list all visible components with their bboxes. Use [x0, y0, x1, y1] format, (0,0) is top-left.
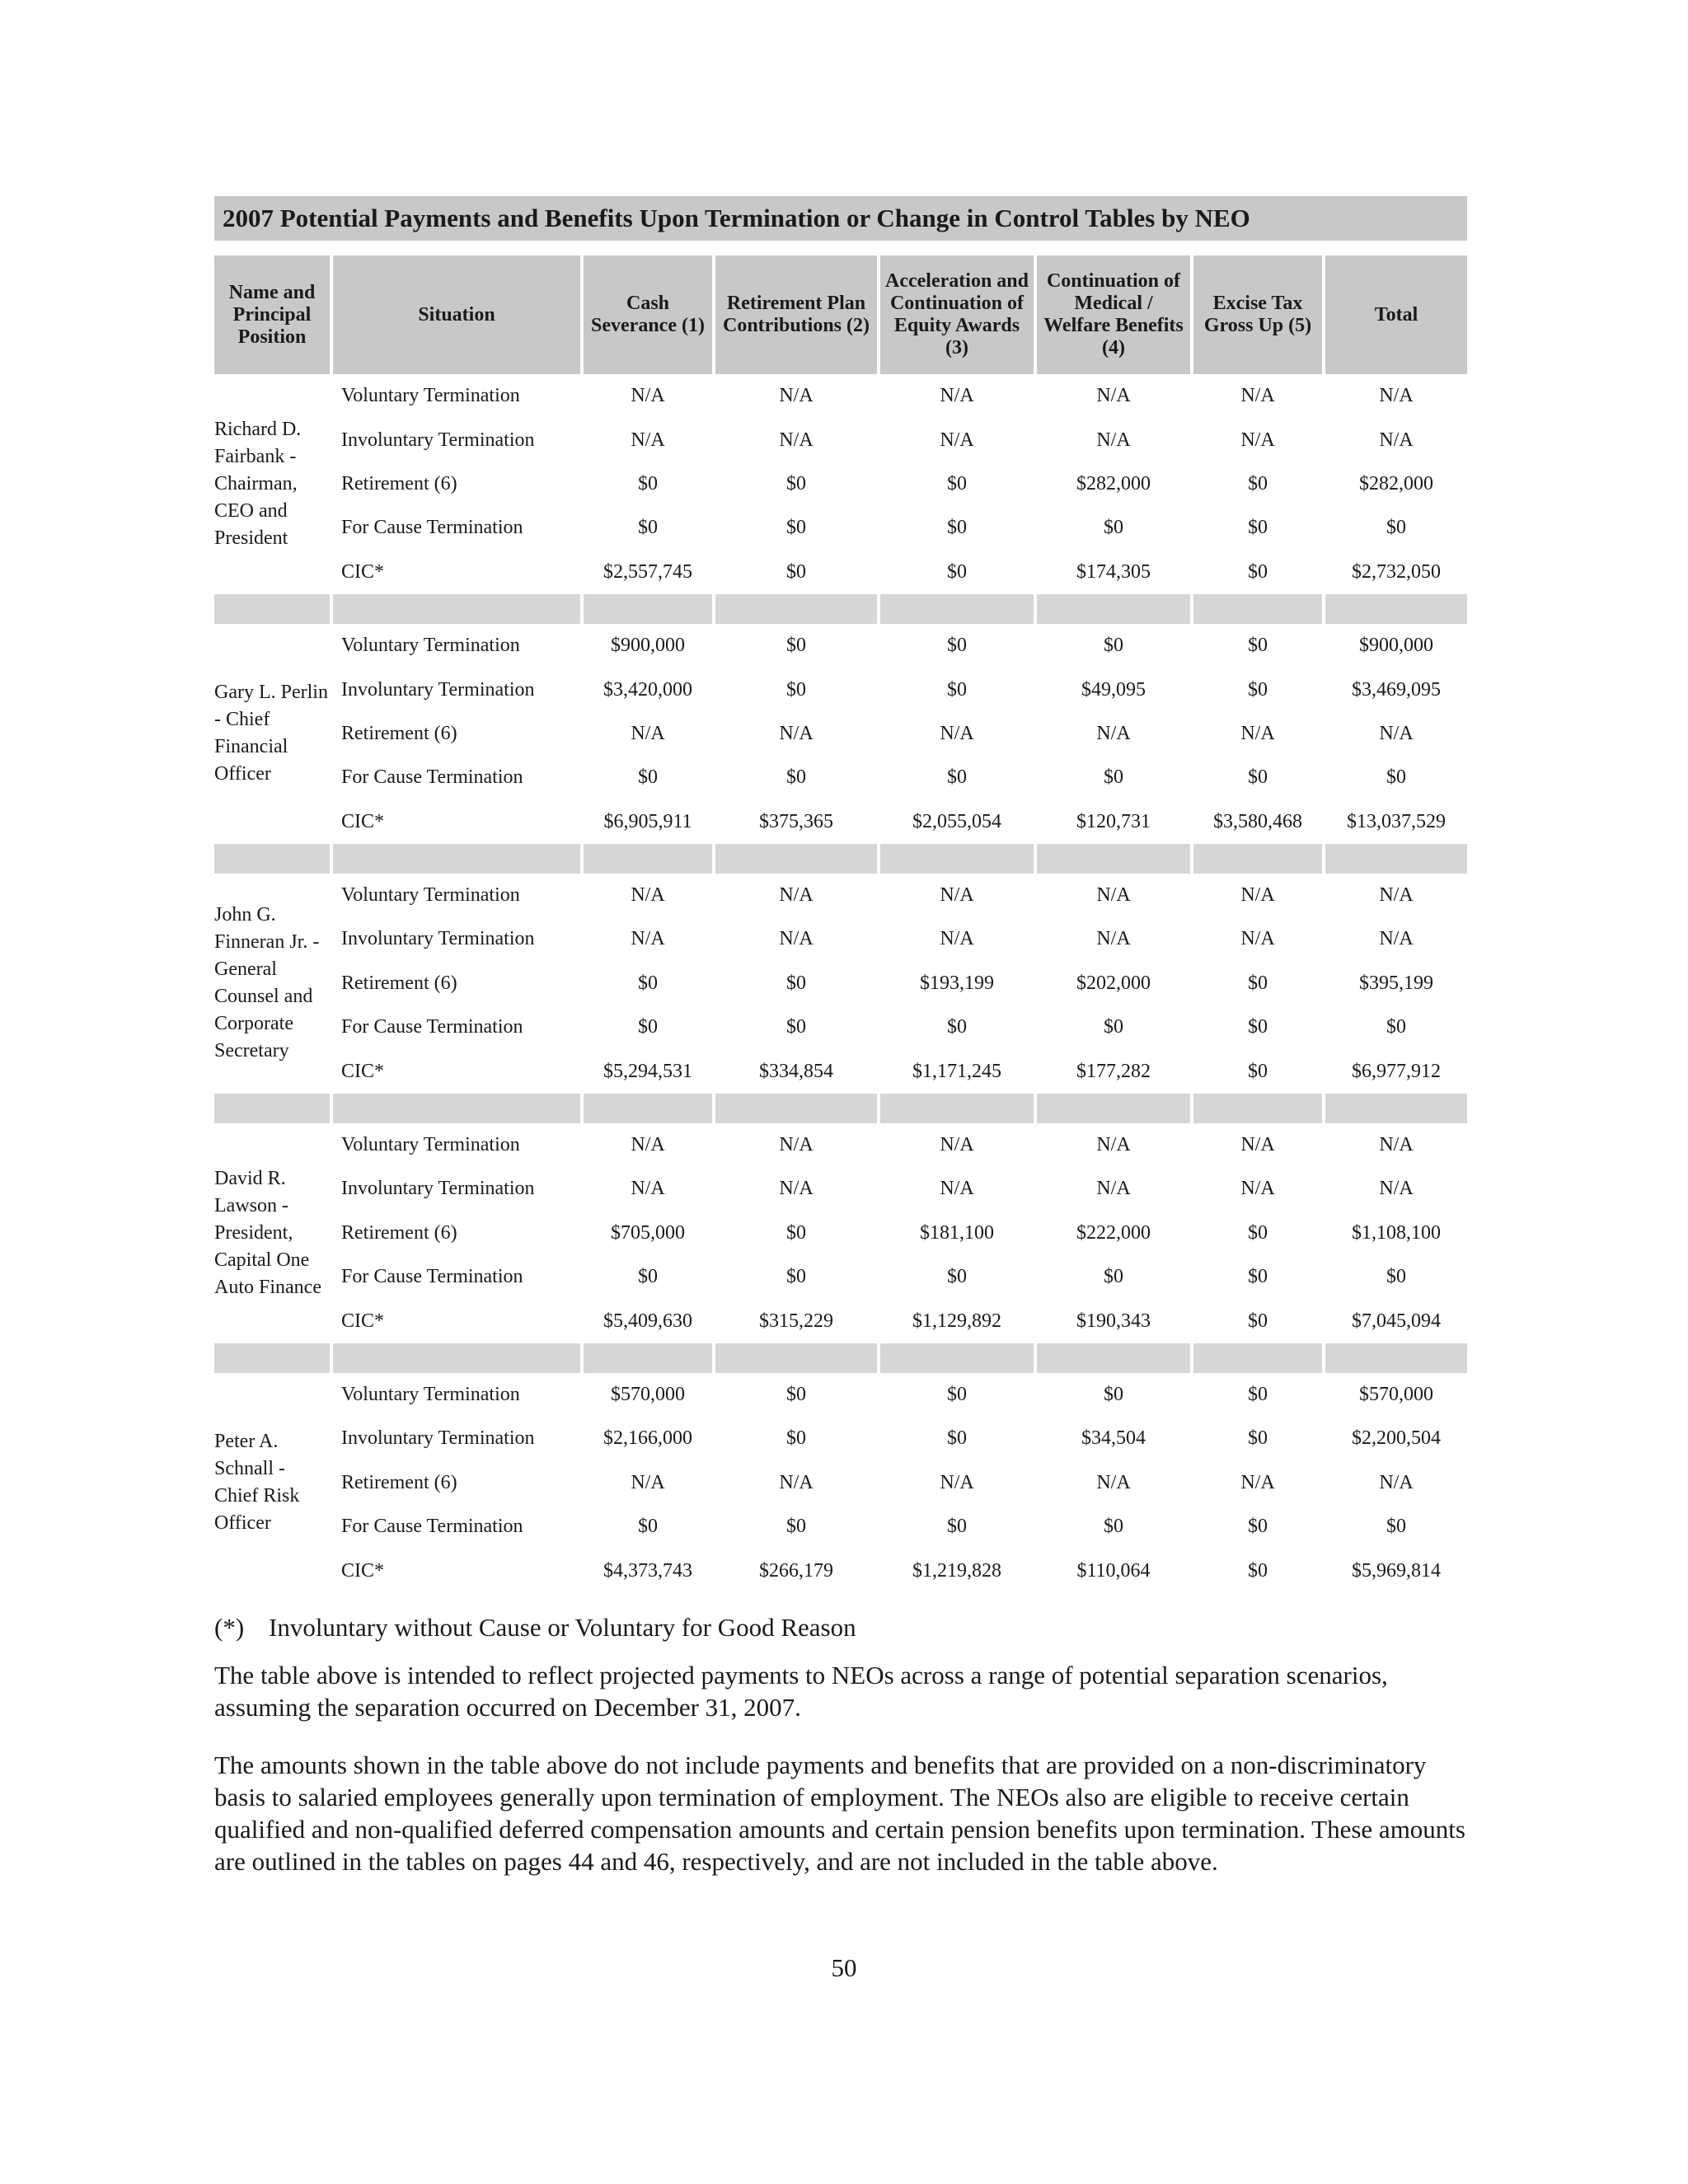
cell-equity-awards: $0	[947, 472, 967, 494]
table-row	[214, 1255, 1467, 1299]
cell-medical-welfare: $282,000	[1076, 472, 1151, 494]
page-number: 50	[831, 1953, 857, 1982]
cell-retirement-plan: N/A	[779, 385, 814, 407]
section-separator	[214, 1094, 1467, 1123]
cell-excise-tax: $0	[1248, 1559, 1268, 1582]
cell-medical-welfare: $174,305	[1076, 560, 1151, 583]
cell-situation: For Cause Termination	[341, 1516, 523, 1538]
cell-equity-awards: N/A	[940, 1178, 974, 1200]
cell-equity-awards: N/A	[940, 722, 974, 744]
cell-cash-severance: $4,373,743	[603, 1559, 692, 1582]
cell-retirement-plan: $266,179	[759, 1559, 833, 1582]
cell-excise-tax: $0	[1248, 1060, 1268, 1082]
cell-total: N/A	[1379, 385, 1414, 407]
cell-retirement-plan: $0	[786, 1016, 806, 1038]
cell-equity-awards: $193,199	[920, 972, 994, 994]
cell-situation: CIC*	[341, 1310, 385, 1332]
cell-cash-severance: $3,420,000	[603, 678, 692, 701]
table-row	[214, 624, 1467, 668]
cell-retirement-plan: $315,229	[759, 1310, 833, 1332]
cell-total: N/A	[1379, 1178, 1414, 1200]
cell-retirement-plan: N/A	[779, 1134, 814, 1156]
separator-cell	[1193, 1343, 1322, 1373]
separator-cell	[214, 1094, 330, 1123]
paragraph-1: The table above is intended to reflect projected payments to NEOs across a range of potential separation scenarios, assuming the separation occurred on December 31, 2007.	[214, 1660, 1388, 1722]
cell-retirement-plan: $0	[786, 1516, 806, 1538]
cell-situation: Involuntary Termination	[341, 429, 535, 451]
cell-equity-awards: $0	[947, 1516, 967, 1538]
table-row	[214, 551, 1467, 594]
table-row	[214, 800, 1467, 844]
cell-retirement-plan: N/A	[779, 928, 814, 950]
section-separator	[214, 1343, 1467, 1373]
table-row	[214, 874, 1467, 917]
cell-medical-welfare: $120,731	[1076, 810, 1151, 832]
cell-situation: Involuntary Termination	[341, 678, 535, 701]
footnote-mark: (*)	[214, 1612, 245, 1642]
cell-equity-awards: $181,100	[920, 1221, 994, 1244]
table-row	[214, 1299, 1467, 1343]
cell-equity-awards: $0	[947, 517, 967, 539]
cell-equity-awards: $0	[947, 678, 967, 701]
cell-cash-severance: $6,905,911	[603, 810, 692, 832]
cell-situation: For Cause Termination	[341, 517, 523, 539]
cell-medical-welfare: N/A	[1096, 429, 1131, 451]
cell-medical-welfare: N/A	[1096, 1471, 1131, 1493]
executive-name-position: Peter A. Schnall - Chief Risk Officer	[214, 1431, 300, 1535]
separator-cell	[880, 594, 1034, 624]
cell-equity-awards: N/A	[940, 1471, 974, 1493]
separator-cell	[584, 594, 712, 624]
cell-medical-welfare: $190,343	[1076, 1310, 1151, 1332]
cell-total: N/A	[1379, 928, 1414, 950]
table-row	[214, 1417, 1467, 1460]
table-row	[214, 1167, 1467, 1211]
header-name-position: Name and Principal Position	[214, 255, 330, 374]
cell-situation: Voluntary Termination	[341, 1134, 520, 1156]
cell-retirement-plan: $0	[786, 766, 806, 789]
separator-cell	[715, 1343, 877, 1373]
separator-cell	[584, 1094, 712, 1123]
cell-cash-severance: N/A	[631, 429, 665, 451]
cell-excise-tax: $0	[1248, 1427, 1268, 1450]
cell-equity-awards: $0	[947, 635, 967, 657]
cell-total: $5,969,814	[1352, 1559, 1441, 1582]
cell-retirement-plan: $334,854	[759, 1060, 833, 1082]
header-total: Total	[1325, 255, 1467, 374]
cell-excise-tax: N/A	[1240, 1134, 1275, 1156]
cell-cash-severance: $0	[638, 1516, 658, 1538]
section-separator	[214, 844, 1467, 874]
cell-excise-tax: N/A	[1240, 722, 1275, 744]
cell-total: N/A	[1379, 722, 1414, 744]
separator-cell	[333, 594, 580, 624]
cell-total: $0	[1386, 517, 1406, 539]
table-row	[214, 668, 1467, 711]
cell-situation: Voluntary Termination	[341, 385, 520, 407]
cell-excise-tax: $0	[1248, 972, 1268, 994]
cell-equity-awards: $0	[947, 1016, 967, 1038]
separator-cell	[1037, 594, 1190, 624]
table-row	[214, 1505, 1467, 1549]
separator-cell	[1325, 594, 1467, 624]
paragraph-2: The amounts shown in the table above do not include payments and benefits that are provided on a non-discriminatory basis to salaried employees generally upon termination of employment. The NEOs also are eligible to receive certain qualified and non-qualified deferred compensation amounts and certain pension benefits upon termination. These amounts are outlined in the tables on pages 44 and 46, respectively, and are not included in the table above.	[214, 1750, 1465, 1876]
cell-cash-severance: $570,000	[611, 1384, 685, 1405]
document-content	[214, 196, 1467, 1903]
cell-medical-welfare: $202,000	[1076, 972, 1151, 994]
cell-equity-awards: N/A	[940, 385, 974, 407]
cell-equity-awards: N/A	[940, 928, 974, 950]
cell-total: $7,045,094	[1352, 1310, 1441, 1332]
table-row	[214, 418, 1467, 462]
cell-cash-severance: N/A	[631, 884, 665, 907]
cell-situation: CIC*	[341, 810, 385, 832]
cell-cash-severance: $0	[638, 972, 658, 994]
cell-situation: Voluntary Termination	[341, 1384, 520, 1405]
separator-cell	[1037, 1094, 1190, 1123]
table-row	[214, 917, 1467, 961]
cell-medical-welfare: N/A	[1096, 1178, 1131, 1200]
cell-cash-severance: N/A	[631, 1134, 665, 1156]
cell-cash-severance: $705,000	[611, 1221, 685, 1244]
cell-medical-welfare: $177,282	[1076, 1060, 1151, 1082]
cell-excise-tax: N/A	[1240, 884, 1275, 907]
cell-cash-severance: $2,166,000	[603, 1427, 692, 1450]
cell-equity-awards: $0	[947, 1266, 967, 1288]
table-row	[214, 1049, 1467, 1093]
footnote-text: Involuntary without Cause or Voluntary for Good Reason	[269, 1612, 856, 1642]
executive-name-position: Gary L. Perlin - Chief Financial Officer	[214, 682, 328, 785]
header-cash-severance: Cash Severance (1)	[584, 255, 712, 374]
cell-retirement-plan: $0	[786, 517, 806, 539]
cell-excise-tax: N/A	[1240, 928, 1275, 950]
cell-equity-awards: $0	[947, 1384, 967, 1405]
cell-equity-awards: $2,055,054	[912, 810, 1001, 832]
cell-medical-welfare: $0	[1104, 766, 1123, 789]
cell-retirement-plan: $375,365	[759, 810, 833, 832]
cell-excise-tax: $0	[1248, 1221, 1268, 1244]
cell-cash-severance: $0	[638, 1016, 658, 1038]
cell-total: $0	[1386, 1516, 1406, 1538]
cell-retirement-plan: $0	[786, 560, 806, 583]
cell-retirement-plan: $0	[786, 1427, 806, 1450]
separator-cell	[214, 594, 330, 624]
separator-cell	[584, 1343, 712, 1373]
cell-retirement-plan: $0	[786, 472, 806, 494]
cell-excise-tax: $0	[1248, 517, 1268, 539]
separator-cell	[1193, 1094, 1322, 1123]
cell-medical-welfare: $49,095	[1081, 678, 1146, 701]
cell-medical-welfare: N/A	[1096, 1134, 1131, 1156]
cell-medical-welfare: $0	[1104, 1016, 1123, 1038]
cell-cash-severance: $900,000	[611, 635, 685, 657]
cell-medical-welfare: $0	[1104, 1384, 1123, 1405]
table-row	[214, 1549, 1467, 1592]
executive-name-position: John G. Finneran Jr. - General Counsel and Corporate Secretary	[214, 904, 320, 1062]
table-row	[214, 1005, 1467, 1049]
cell-equity-awards: $1,219,828	[912, 1559, 1001, 1582]
separator-cell	[333, 844, 580, 874]
cell-situation: Retirement (6)	[341, 722, 457, 744]
cell-cash-severance: N/A	[631, 385, 665, 407]
cell-total: $3,469,095	[1352, 678, 1441, 701]
cell-total: N/A	[1379, 1471, 1414, 1493]
separator-cell	[333, 1094, 580, 1123]
separator-cell	[880, 1343, 1034, 1373]
cell-excise-tax: $0	[1248, 1384, 1268, 1405]
header-excise-tax: Excise Tax Gross Up (5)	[1193, 255, 1322, 374]
header-retirement-plan: Retirement Plan Contributions (2)	[715, 255, 877, 374]
separator-cell	[214, 844, 330, 874]
executive-name-position: Richard D. Fairbank - Chairman, CEO and President	[214, 418, 302, 549]
header-equity-awards: Acceleration and Continuation of Equity Awards (3)	[880, 255, 1034, 374]
cell-medical-welfare: $34,504	[1081, 1427, 1146, 1450]
separator-cell	[333, 1343, 580, 1373]
cell-retirement-plan: $0	[786, 678, 806, 701]
cell-equity-awards: $1,129,892	[912, 1310, 1001, 1332]
cell-situation: CIC*	[341, 560, 385, 583]
cell-excise-tax: $0	[1248, 1266, 1268, 1288]
cell-medical-welfare: $0	[1104, 517, 1123, 539]
header-situation: Situation	[333, 255, 580, 374]
section-separator	[214, 594, 1467, 624]
cell-total: $6,977,912	[1352, 1060, 1441, 1082]
header-medical-welfare: Continuation of Medical / Welfare Benefits (4)	[1037, 255, 1190, 374]
table-row	[214, 1212, 1467, 1255]
separator-cell	[584, 844, 712, 874]
cell-medical-welfare: $0	[1104, 1266, 1123, 1288]
cell-total: $282,000	[1359, 472, 1433, 494]
cell-equity-awards: $0	[947, 560, 967, 583]
cell-excise-tax: N/A	[1240, 1471, 1275, 1493]
table-header-row	[214, 255, 1467, 374]
cell-situation: Involuntary Termination	[341, 1427, 535, 1450]
cell-situation: For Cause Termination	[341, 1016, 523, 1038]
table-row	[214, 1123, 1467, 1167]
cell-cash-severance: N/A	[631, 722, 665, 744]
cell-total: $13,037,529	[1347, 810, 1446, 832]
cell-retirement-plan: N/A	[779, 722, 814, 744]
table-row	[214, 712, 1467, 756]
cell-situation: CIC*	[341, 1559, 385, 1582]
cell-cash-severance: $5,409,630	[603, 1310, 692, 1332]
cell-medical-welfare: $0	[1104, 635, 1123, 657]
separator-cell	[214, 1343, 330, 1373]
cell-excise-tax: N/A	[1240, 429, 1275, 451]
separator-cell	[715, 1094, 877, 1123]
separator-cell	[1037, 1343, 1190, 1373]
cell-equity-awards: $0	[947, 1427, 967, 1450]
cell-medical-welfare: $222,000	[1076, 1221, 1151, 1244]
cell-excise-tax: $0	[1248, 1016, 1268, 1038]
cell-total: $2,200,504	[1352, 1427, 1441, 1450]
table-row	[214, 506, 1467, 550]
cell-medical-welfare: $0	[1104, 1516, 1123, 1538]
cell-total: N/A	[1379, 884, 1414, 907]
cell-cash-severance: $5,294,531	[603, 1060, 692, 1082]
cell-cash-severance: $0	[638, 472, 658, 494]
cell-cash-severance: $0	[638, 766, 658, 789]
cell-excise-tax: N/A	[1240, 1178, 1275, 1200]
cell-retirement-plan: $0	[786, 1384, 806, 1405]
cell-retirement-plan: $0	[786, 1266, 806, 1288]
table-row	[214, 962, 1467, 1005]
separator-cell	[715, 594, 877, 624]
cell-situation: Retirement (6)	[341, 1471, 457, 1493]
cell-situation: Retirement (6)	[341, 972, 457, 994]
cell-total: $2,732,050	[1352, 560, 1441, 583]
cell-medical-welfare: N/A	[1096, 385, 1131, 407]
table-body	[214, 374, 1467, 1593]
cell-cash-severance: N/A	[631, 1178, 665, 1200]
cell-total: $0	[1386, 766, 1406, 789]
cell-excise-tax: N/A	[1240, 385, 1275, 407]
table-row	[214, 1461, 1467, 1505]
cell-excise-tax: $0	[1248, 1310, 1268, 1332]
cell-excise-tax: $0	[1248, 472, 1268, 494]
cell-medical-welfare: N/A	[1096, 722, 1131, 744]
cell-total: $1,108,100	[1352, 1221, 1441, 1244]
cell-total: $900,000	[1359, 635, 1433, 657]
cell-retirement-plan: N/A	[779, 884, 814, 907]
cell-situation: Retirement (6)	[341, 1221, 457, 1244]
cell-total: $0	[1386, 1016, 1406, 1038]
cell-total: N/A	[1379, 1134, 1414, 1156]
cell-total: $570,000	[1359, 1384, 1433, 1405]
cell-retirement-plan: $0	[786, 972, 806, 994]
cell-excise-tax: $3,580,468	[1213, 810, 1302, 832]
cell-total: N/A	[1379, 429, 1414, 451]
cell-equity-awards: N/A	[940, 429, 974, 451]
cell-situation: Voluntary Termination	[341, 635, 520, 657]
cell-retirement-plan: N/A	[779, 1471, 814, 1493]
cell-cash-severance: $0	[638, 517, 658, 539]
cell-retirement-plan: N/A	[779, 1178, 814, 1200]
table-row	[214, 374, 1467, 418]
table-row	[214, 756, 1467, 799]
cell-cash-severance: N/A	[631, 928, 665, 950]
termination-payments-table	[211, 255, 1470, 1593]
cell-excise-tax: $0	[1248, 678, 1268, 701]
cell-retirement-plan: $0	[786, 1221, 806, 1244]
executive-name-position: David R. Lawson - President, Capital One Auto Finance	[214, 1167, 321, 1298]
table-row	[214, 1373, 1467, 1417]
cell-medical-welfare: N/A	[1096, 928, 1131, 950]
cell-situation: For Cause Termination	[341, 1266, 523, 1288]
cell-excise-tax: $0	[1248, 635, 1268, 657]
cell-medical-welfare: N/A	[1096, 884, 1131, 907]
separator-cell	[1193, 844, 1322, 874]
cell-total: $395,199	[1359, 972, 1433, 994]
separator-cell	[715, 844, 877, 874]
separator-cell	[1037, 844, 1190, 874]
table-title: 2007 Potential Payments and Benefits Upon Termination or Change in Control Tables by NEO	[214, 196, 1467, 241]
cell-cash-severance: $0	[638, 1266, 658, 1288]
cell-situation: Retirement (6)	[341, 472, 457, 494]
cell-equity-awards: N/A	[940, 884, 974, 907]
cell-medical-welfare: $110,064	[1076, 1559, 1151, 1582]
cell-total: $0	[1386, 1266, 1406, 1288]
separator-cell	[1325, 1343, 1467, 1373]
cell-situation: Involuntary Termination	[341, 928, 535, 950]
separator-cell	[880, 1094, 1034, 1123]
cell-retirement-plan: N/A	[779, 429, 814, 451]
cell-retirement-plan: $0	[786, 635, 806, 657]
cell-excise-tax: $0	[1248, 560, 1268, 583]
cell-equity-awards: $0	[947, 766, 967, 789]
cell-cash-severance: N/A	[631, 1471, 665, 1493]
footnote	[214, 1611, 1467, 1644]
separator-cell	[1193, 594, 1322, 624]
cell-situation: CIC*	[341, 1060, 385, 1082]
cell-excise-tax: $0	[1248, 766, 1268, 789]
table-row	[214, 462, 1467, 506]
cell-excise-tax: $0	[1248, 1516, 1268, 1538]
separator-cell	[880, 844, 1034, 874]
separator-cell	[1325, 844, 1467, 874]
cell-situation: Voluntary Termination	[341, 884, 520, 907]
cell-situation: Involuntary Termination	[341, 1178, 535, 1200]
separator-cell	[1325, 1094, 1467, 1123]
cell-situation: For Cause Termination	[341, 766, 523, 789]
cell-equity-awards: $1,171,245	[912, 1060, 1001, 1082]
cell-cash-severance: $2,557,745	[603, 560, 692, 583]
cell-equity-awards: N/A	[940, 1134, 974, 1156]
